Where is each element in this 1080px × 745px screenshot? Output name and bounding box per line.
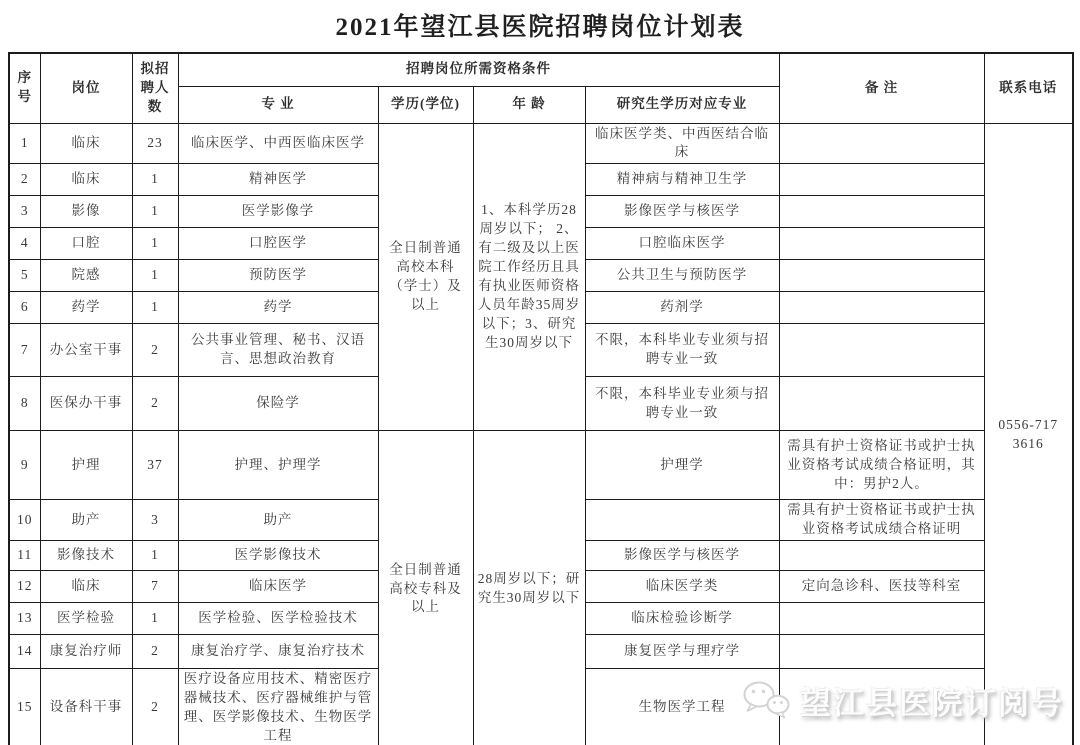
cell-note bbox=[779, 292, 984, 324]
cell-grad-major: 护理学 bbox=[585, 431, 779, 500]
cell-grad-major: 口腔临床医学 bbox=[585, 228, 779, 260]
col-header-age: 年 龄 bbox=[473, 86, 585, 123]
cell-post: 医学检验 bbox=[40, 603, 132, 635]
cell-grad-major: 精神病与精神卫生学 bbox=[585, 164, 779, 196]
col-header-serial: 序号 bbox=[9, 53, 40, 123]
cell-note bbox=[779, 541, 984, 571]
cell-post: 药学 bbox=[40, 292, 132, 324]
cell-count: 1 bbox=[132, 260, 178, 292]
cell-major: 保险学 bbox=[178, 377, 378, 431]
cell-note bbox=[779, 603, 984, 635]
cell-serial: 3 bbox=[9, 196, 40, 228]
cell-serial: 5 bbox=[9, 260, 40, 292]
cell-major: 临床医学 bbox=[178, 571, 378, 603]
table-row bbox=[9, 123, 1073, 164]
cell-education-merged-1: 全日制普通高校本科（学士）及以上 bbox=[378, 123, 473, 431]
watermark-text: 望江县医院订阅号 bbox=[800, 686, 1064, 721]
cell-major: 精神医学 bbox=[178, 164, 378, 196]
cell-major: 助产 bbox=[178, 500, 378, 541]
cell-serial: 6 bbox=[9, 292, 40, 324]
cell-serial: 4 bbox=[9, 228, 40, 260]
cell-age-merged-1: 1、本科学历28周岁以下； 2、有二级及以上医院工作经历且具有执业医师资格人员年龄35周岁以下；3、研究生30周岁以下 bbox=[473, 123, 585, 431]
header-row-1 bbox=[9, 53, 1073, 86]
cell-post: 护理 bbox=[40, 431, 132, 500]
cell-major: 药学 bbox=[178, 292, 378, 324]
cell-serial: 13 bbox=[9, 603, 40, 635]
cell-note bbox=[779, 228, 984, 260]
cell-major: 预防医学 bbox=[178, 260, 378, 292]
cell-phone-merged bbox=[984, 123, 1073, 745]
recruitment-table bbox=[8, 52, 1074, 745]
cell-post: 临床 bbox=[40, 123, 132, 164]
cell-count: 2 bbox=[132, 377, 178, 431]
table-row bbox=[9, 431, 1073, 500]
cell-major: 临床医学、中西医临床医学 bbox=[178, 123, 378, 164]
cell-note: 需具有护士资格证书或护士执业资格考试成绩合格证明，其中：男护2人。 bbox=[779, 431, 984, 500]
col-header-education: 学历(学位) bbox=[378, 86, 473, 123]
cell-count: 2 bbox=[132, 669, 178, 745]
cell-serial: 15 bbox=[9, 669, 40, 745]
cell-count: 2 bbox=[132, 635, 178, 669]
phone-number: 0556-7173616 bbox=[998, 417, 1059, 452]
cell-serial: 10 bbox=[9, 500, 40, 541]
cell-post: 康复治疗师 bbox=[40, 635, 132, 669]
cell-grad-major: 药剂学 bbox=[585, 292, 779, 324]
col-header-qualification-group: 招聘岗位所需资格条件 bbox=[178, 53, 779, 86]
cell-serial: 11 bbox=[9, 541, 40, 571]
col-header-count: 拟招聘人数 bbox=[132, 53, 178, 123]
cell-post: 影像 bbox=[40, 196, 132, 228]
cell-major: 康复治疗学、康复治疗技术 bbox=[178, 635, 378, 669]
cell-count: 1 bbox=[132, 292, 178, 324]
cell-serial: 14 bbox=[9, 635, 40, 669]
cell-count: 1 bbox=[132, 164, 178, 196]
cell-count: 3 bbox=[132, 500, 178, 541]
cell-serial: 1 bbox=[9, 123, 40, 164]
cell-note: 定向急诊科、医技等科室 bbox=[779, 571, 984, 603]
cell-serial: 8 bbox=[9, 377, 40, 431]
cell-post: 影像技术 bbox=[40, 541, 132, 571]
cell-education-merged-2: 全日制普通高校专科及以上 bbox=[378, 431, 473, 745]
col-header-post: 岗位 bbox=[40, 53, 132, 123]
cell-post: 口腔 bbox=[40, 228, 132, 260]
cell-count: 23 bbox=[132, 123, 178, 164]
cell-count: 1 bbox=[132, 541, 178, 571]
cell-serial: 9 bbox=[9, 431, 40, 500]
cell-count: 1 bbox=[132, 228, 178, 260]
cell-grad-major: 不限，本科毕业专业须与招聘专业一致 bbox=[585, 377, 779, 431]
cell-grad-major: 影像医学与核医学 bbox=[585, 196, 779, 228]
cell-grad-major: 不限，本科毕业专业须与招聘专业一致 bbox=[585, 324, 779, 377]
cell-grad-major: 临床检验诊断学 bbox=[585, 603, 779, 635]
cell-post: 助产 bbox=[40, 500, 132, 541]
cell-note bbox=[779, 635, 984, 669]
cell-grad-major: 临床医学类 bbox=[585, 571, 779, 603]
wechat-icon bbox=[742, 680, 792, 722]
cell-count: 1 bbox=[132, 603, 178, 635]
cell-serial: 2 bbox=[9, 164, 40, 196]
cell-count: 1 bbox=[132, 196, 178, 228]
cell-major: 医学影像技术 bbox=[178, 541, 378, 571]
cell-post: 医保办干事 bbox=[40, 377, 132, 431]
cell-post: 临床 bbox=[40, 164, 132, 196]
cell-major: 口腔医学 bbox=[178, 228, 378, 260]
cell-grad-major: 康复医学与理疗学 bbox=[585, 635, 779, 669]
cell-note bbox=[779, 324, 984, 377]
col-header-phone: 联系电话 bbox=[984, 53, 1073, 123]
cell-post: 设备科干事 bbox=[40, 669, 132, 745]
cell-count: 2 bbox=[132, 324, 178, 377]
cell-major: 公共事业管理、秘书、汉语言、思想政治教育 bbox=[178, 324, 378, 377]
cell-major: 医学影像学 bbox=[178, 196, 378, 228]
cell-note bbox=[779, 164, 984, 196]
wechat-watermark bbox=[742, 678, 1064, 723]
cell-grad-major: 公共卫生与预防医学 bbox=[585, 260, 779, 292]
cell-count: 37 bbox=[132, 431, 178, 500]
cell-note bbox=[779, 377, 984, 431]
cell-post: 办公室干事 bbox=[40, 324, 132, 377]
page-title: 2021年望江县医院招聘岗位计划表 bbox=[335, 14, 745, 41]
cell-major: 医疗设备应用技术、精密医疗器械技术、医疗器械维护与管理、医学影像技术、生物医学工程 bbox=[178, 669, 378, 745]
cell-major: 医学检验、医学检验技术 bbox=[178, 603, 378, 635]
cell-serial: 12 bbox=[9, 571, 40, 603]
cell-note bbox=[779, 123, 984, 164]
cell-note bbox=[779, 260, 984, 292]
cell-grad-major: 临床医学类、中西医结合临床 bbox=[585, 123, 779, 164]
cell-serial: 7 bbox=[9, 324, 40, 377]
cell-count: 7 bbox=[132, 571, 178, 603]
col-header-note: 备 注 bbox=[779, 53, 984, 123]
col-header-grad-major: 研究生学历对应专业 bbox=[585, 86, 779, 123]
cell-major: 护理、护理学 bbox=[178, 431, 378, 500]
col-header-major: 专 业 bbox=[178, 86, 378, 123]
cell-grad-major bbox=[585, 500, 779, 541]
cell-age-merged-2: 28周岁以下；研究生30周岁以下 bbox=[473, 431, 585, 745]
cell-grad-major: 生物医学工程 bbox=[585, 669, 779, 745]
cell-note: 需具有护士资格证书或护士执业资格考试成绩合格证明 bbox=[779, 500, 984, 541]
cell-note bbox=[779, 196, 984, 228]
cell-post: 临床 bbox=[40, 571, 132, 603]
cell-grad-major: 影像医学与核医学 bbox=[585, 541, 779, 571]
cell-post: 院感 bbox=[40, 260, 132, 292]
